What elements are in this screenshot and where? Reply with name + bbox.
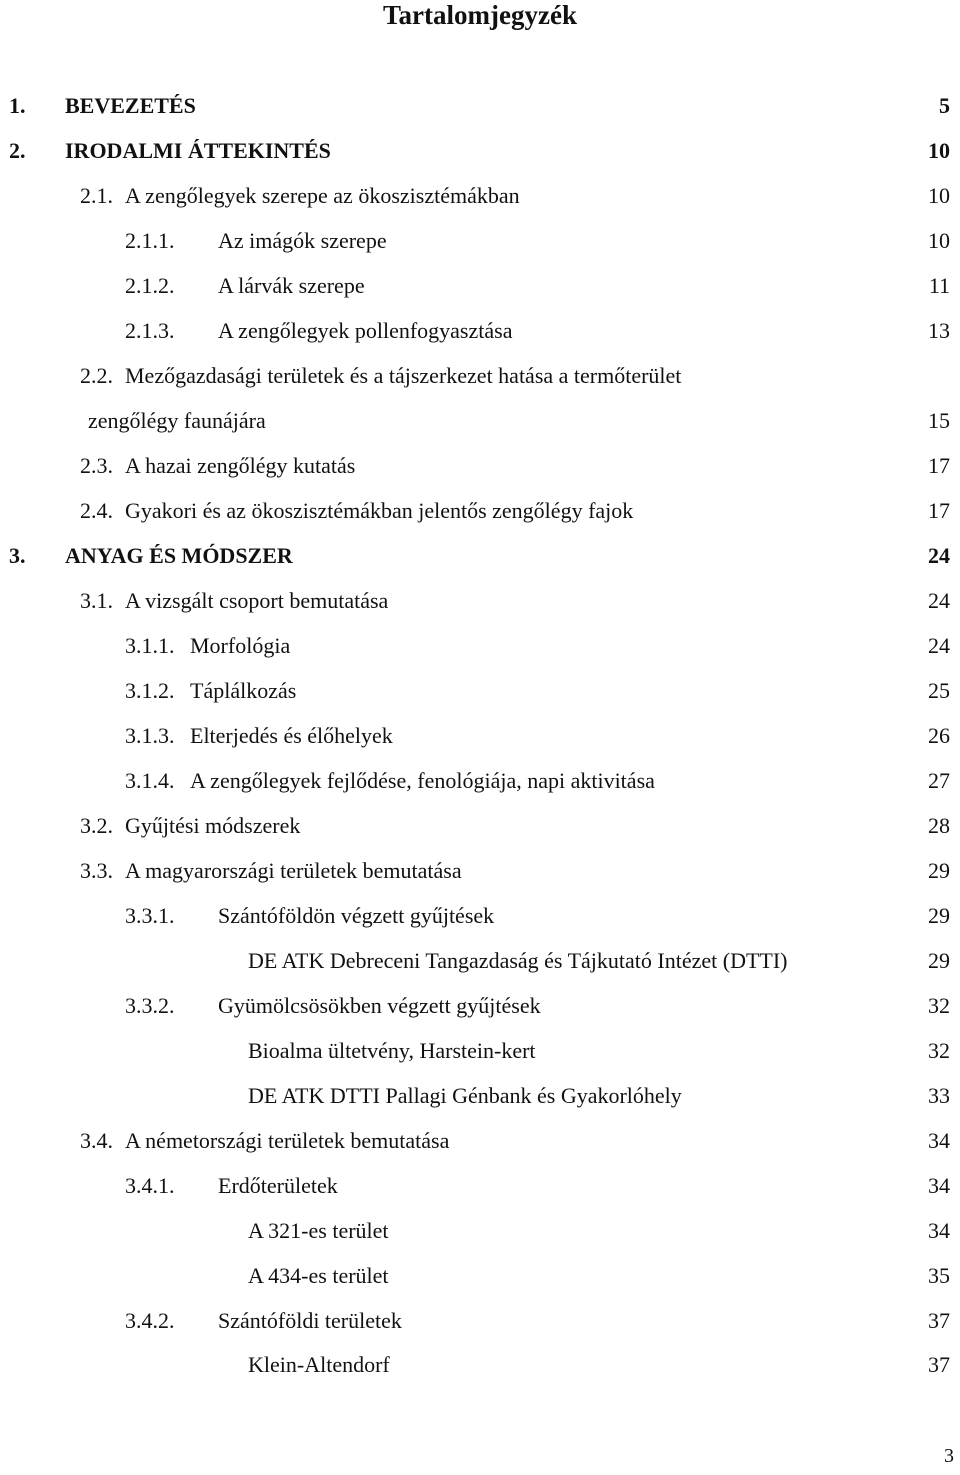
toc-entry-page: 27 <box>928 768 950 793</box>
toc-entry-page: 10 <box>928 138 950 163</box>
toc-entry-page: 26 <box>928 723 950 748</box>
toc-entry-number: 2.1.2. <box>125 273 175 298</box>
toc-entry-page: 13 <box>928 318 950 343</box>
toc-entry-number: 2. <box>9 138 26 163</box>
toc-entry-title: Szántóföldön végzett gyűjtések <box>218 903 495 928</box>
toc-entry[interactable] <box>0 946 960 976</box>
toc-entry[interactable] <box>0 541 960 571</box>
toc-entry[interactable] <box>0 1261 960 1291</box>
toc-entry-title: A zengőlegyek pollenfogyasztása <box>218 318 513 343</box>
toc-entry-title: Gyűjtési módszerek <box>125 813 301 838</box>
toc-entry-page: 37 <box>928 1352 950 1377</box>
toc-entry-page: 28 <box>928 813 950 838</box>
toc-entry-page: 33 <box>928 1083 950 1108</box>
toc-entry[interactable] <box>0 316 960 346</box>
toc-entry-number: 3.1. <box>80 588 113 613</box>
toc-entry-number: 3.3.1. <box>125 903 175 928</box>
toc-entry[interactable] <box>0 1306 960 1336</box>
toc-entry-title: Elterjedés és élőhelyek <box>190 723 393 748</box>
toc-entry[interactable] <box>0 1171 960 1201</box>
toc-entry-page: 5 <box>939 93 950 118</box>
footer-page-number: 3 <box>944 1445 954 1467</box>
page-title: Tartalomjegyzék <box>383 0 577 30</box>
toc-entry-number: 3.2. <box>80 813 113 838</box>
toc-entry-number: 2.1.1. <box>125 228 175 253</box>
toc-entry[interactable] <box>0 361 960 391</box>
toc-entry-title: Szántóföldi területek <box>218 1308 402 1333</box>
toc-entry-title: Gyümölcsösökben végzett gyűjtések <box>218 993 541 1018</box>
toc-entry[interactable] <box>0 451 960 481</box>
toc-entry-page: 29 <box>928 903 950 928</box>
toc-entry-title: Morfológia <box>190 633 291 658</box>
toc-entry-number: 3.4.2. <box>125 1308 175 1333</box>
toc-entry-number: 3.1.1. <box>125 633 175 658</box>
toc-entry-page: 34 <box>928 1128 950 1153</box>
toc-entry-title: A 434-es terület <box>248 1263 389 1288</box>
toc-entry-number: 2.2. <box>80 363 113 388</box>
toc-entry-page: 34 <box>928 1218 950 1243</box>
toc-entry-number: 3.1.4. <box>125 768 175 793</box>
toc-entry-number: 2.4. <box>80 498 113 523</box>
toc-entry[interactable] <box>0 1081 960 1111</box>
toc-entry-title: Táplálkozás <box>190 678 297 703</box>
toc-entry-page: 10 <box>928 183 950 208</box>
toc-entry-number: 3.4. <box>80 1128 113 1153</box>
toc-entry-title: Mezőgazdasági területek és a tájszerkezet hatása a termőterület <box>125 363 682 388</box>
toc-entry[interactable] <box>0 181 960 211</box>
toc-entry[interactable] <box>0 676 960 706</box>
toc-entry-title: A magyarországi területek bemutatása <box>125 858 462 883</box>
toc-entry-page: 24 <box>928 543 950 568</box>
toc-entry-page: 37 <box>928 1308 950 1333</box>
toc-entry[interactable] <box>0 1216 960 1246</box>
toc-entry[interactable] <box>0 586 960 616</box>
toc-entry-title: A 321-es terület <box>248 1218 389 1243</box>
toc-entry-title: Az imágók szerepe <box>218 228 387 253</box>
toc-entry[interactable] <box>0 901 960 931</box>
toc-entry-page: 17 <box>928 453 950 478</box>
toc-entry[interactable] <box>0 811 960 841</box>
toc-entry-page: 25 <box>928 678 950 703</box>
toc-entry-page: 17 <box>928 498 950 523</box>
toc-entry-title: Gyakori és az ökoszisztémákban jelentős zengőlégy fajok <box>125 498 634 523</box>
toc-entry-number: 2.1. <box>80 183 113 208</box>
toc-entry-number: 1. <box>9 93 26 118</box>
toc-entry[interactable] <box>0 721 960 751</box>
toc-entry-number: 3.3.2. <box>125 993 175 1018</box>
toc-entry-title: Erdőterületek <box>218 1173 338 1198</box>
toc-entry-number: 2.3. <box>80 453 113 478</box>
toc-entry-title: Klein-Altendorf <box>248 1352 390 1377</box>
toc-entry-page: 24 <box>928 633 950 658</box>
toc-entry[interactable] <box>0 631 960 661</box>
toc-entry-number: 2.1.3. <box>125 318 175 343</box>
toc-entry-number: 3.3. <box>80 858 113 883</box>
toc-entry-title: DE ATK Debreceni Tangazdaság és Tájkutató Intézet (DTTI) <box>248 948 788 973</box>
toc-entry-page: 34 <box>928 1173 950 1198</box>
toc-entry-page: 15 <box>928 408 950 433</box>
toc-entry[interactable] <box>0 271 960 301</box>
toc-entry-page: 24 <box>928 588 950 613</box>
toc-entry-title: A lárvák szerepe <box>218 273 365 298</box>
toc-entry[interactable] <box>0 1036 960 1066</box>
toc-entry-page: 10 <box>928 228 950 253</box>
toc-entry-number: 3.1.3. <box>125 723 175 748</box>
toc-entry-page: 29 <box>928 858 950 883</box>
toc-entry[interactable] <box>0 856 960 886</box>
toc-entry[interactable] <box>0 91 960 121</box>
toc-entry[interactable] <box>0 136 960 166</box>
toc-entry[interactable] <box>0 226 960 256</box>
toc-entry-title: A zengőlegyek fejlődése, fenológiája, napi aktivitása <box>190 768 655 793</box>
toc-entry-number: 3.4.1. <box>125 1173 175 1198</box>
toc-entry-page: 11 <box>928 273 950 298</box>
toc-entry-page: 35 <box>928 1263 950 1288</box>
toc-entry[interactable] <box>0 406 960 436</box>
toc-entry-title: A zengőlegyek szerepe az ökoszisztémákban <box>125 183 520 208</box>
toc-entry-page: 32 <box>928 993 950 1018</box>
toc-entry-title: zengőlégy faunájára <box>88 408 266 433</box>
toc-entry-number: 3.1.2. <box>125 678 175 703</box>
toc-entry[interactable] <box>0 1350 960 1380</box>
toc-entry-title: Bioalma ültetvény, Harstein-kert <box>248 1038 536 1063</box>
toc-entry-title: ANYAG ÉS MÓDSZER <box>65 543 293 568</box>
toc-entry-page: 32 <box>928 1038 950 1063</box>
toc-entry[interactable] <box>0 1126 960 1156</box>
toc-entry[interactable] <box>0 766 960 796</box>
toc-entry-title: A hazai zengőlégy kutatás <box>125 453 356 478</box>
toc-entry-title: A németországi területek bemutatása <box>125 1128 450 1153</box>
toc-entry-page: 29 <box>928 948 950 973</box>
toc-entry[interactable] <box>0 991 960 1021</box>
toc-entry[interactable] <box>0 496 960 526</box>
toc-entry-title: BEVEZETÉS <box>65 93 196 118</box>
toc-entry-title: DE ATK DTTI Pallagi Génbank és Gyakorlóhely <box>248 1083 682 1108</box>
toc-entry-title: A vizsgált csoport bemutatása <box>125 588 389 613</box>
toc-entry-title: IRODALMI ÁTTEKINTÉS <box>65 138 331 163</box>
toc-entry-number: 3. <box>9 543 26 568</box>
